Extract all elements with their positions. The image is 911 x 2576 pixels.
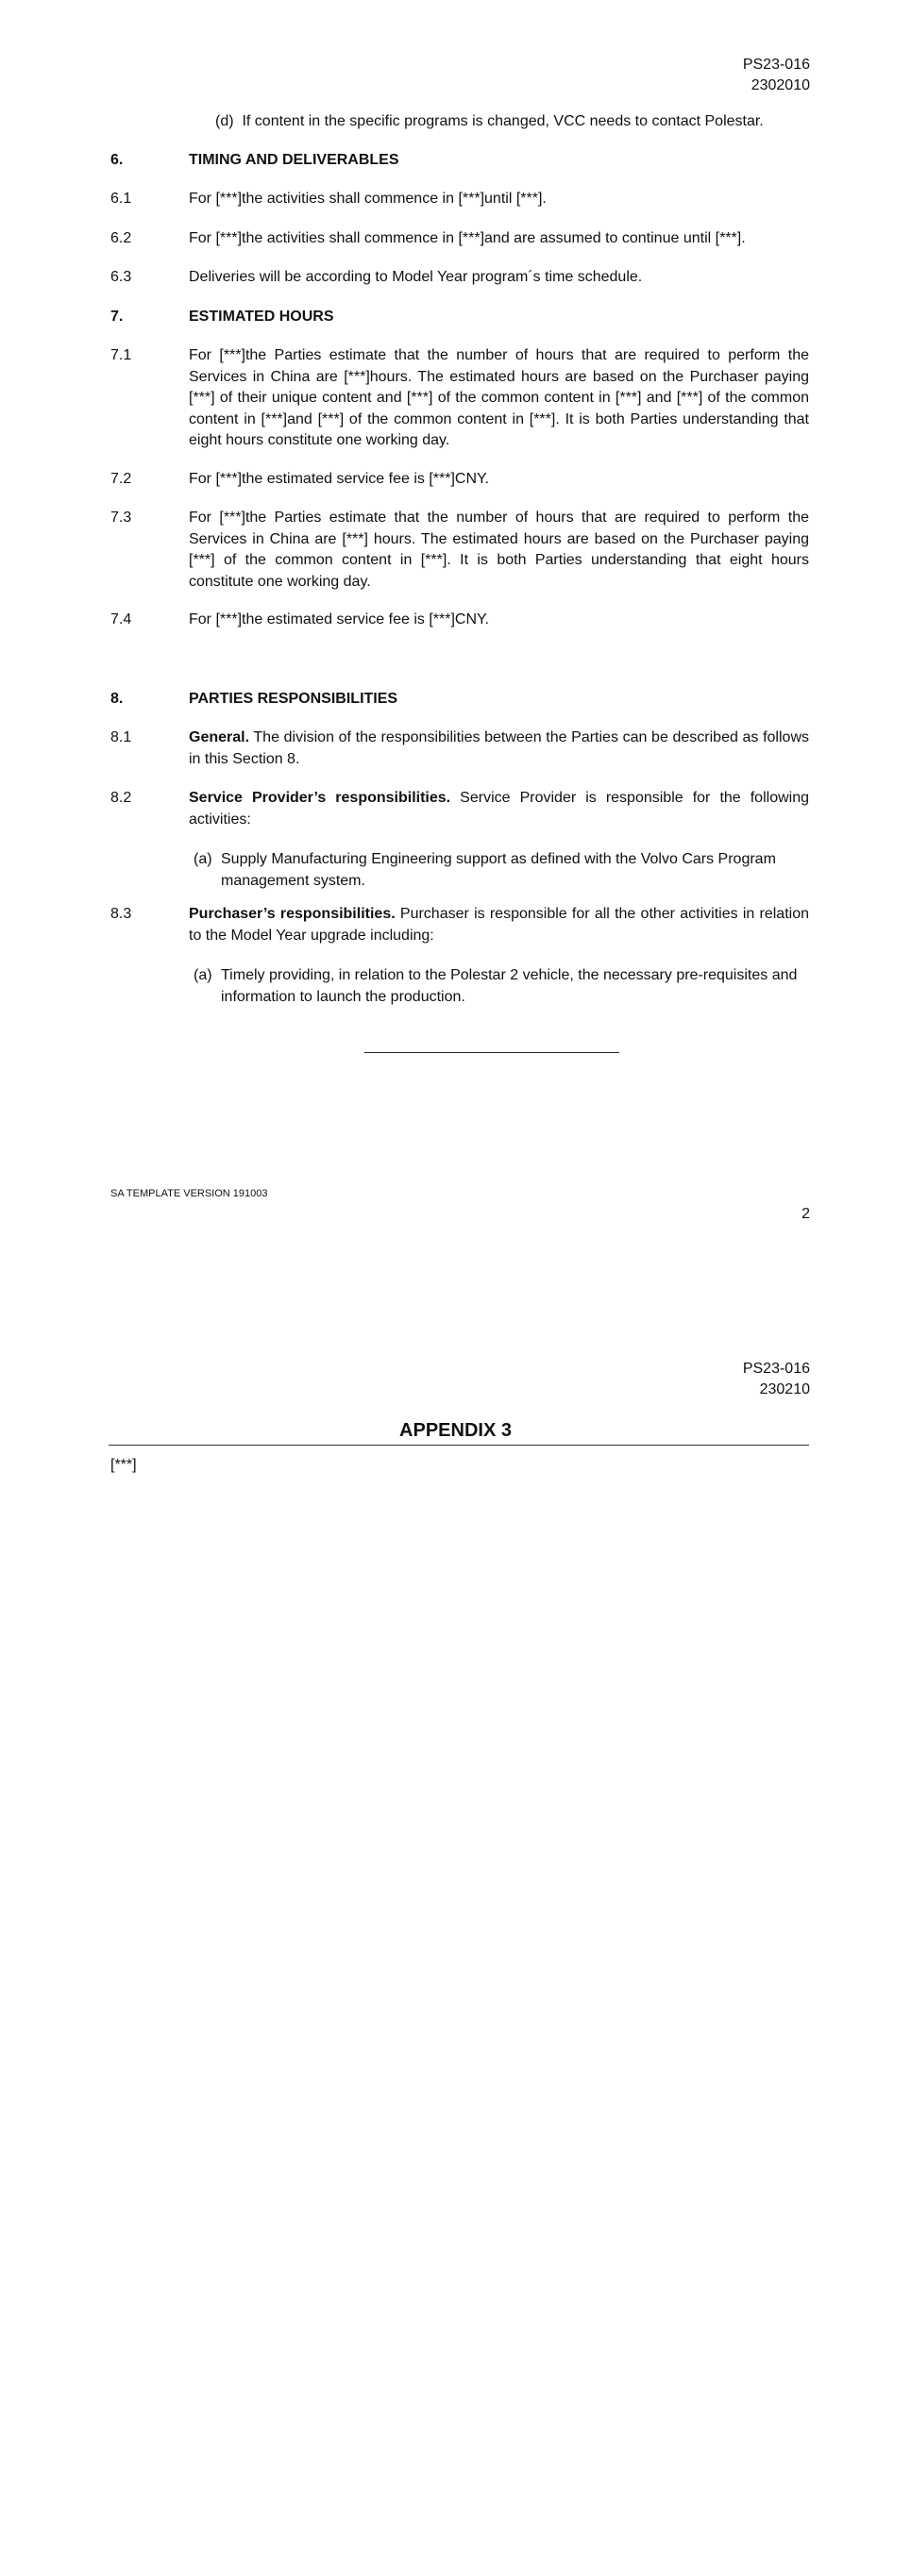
clause-8-3-lead: Purchaser’s responsibilities. <box>189 906 396 922</box>
document-reference <box>743 1359 810 1400</box>
clause-6-1-number: 6.1 <box>110 191 132 207</box>
clause-7-2-text: For [***]the estimated service fee is [***]CNY. <box>189 471 490 487</box>
clause-6-1-text: For [***]the activities shall commence in [***]until [***]. <box>189 191 547 207</box>
appendix-title: APPENDIX 3 <box>399 1420 512 1441</box>
clause-6-3-text: Deliveries will be according to Model Year program´s time schedule. <box>189 269 643 285</box>
clause-8-1-number: 8.1 <box>110 729 132 745</box>
clause-8-1-body: The division of the responsibilities between the Parties can be described as follows in this Section 8. <box>189 729 809 767</box>
section-7-number: 7. <box>110 309 124 325</box>
appendix-divider <box>109 1445 809 1446</box>
clause-8-2-number: 8.2 <box>110 790 132 806</box>
clause-8-1-text <box>189 728 809 770</box>
item-d-label: (d) <box>215 113 234 129</box>
clause-7-4-number: 7.4 <box>110 611 132 627</box>
section-8-number: 8. <box>110 691 124 707</box>
clause-6-3-number: 6.3 <box>110 269 132 285</box>
clause-8-2-text <box>189 788 809 830</box>
clause-7-4-text: For [***]the estimated service fee is [***]CNY. <box>189 611 490 627</box>
clause-8-1-lead: General. <box>189 729 250 745</box>
document-ref-number: PS23-016 <box>742 1361 810 1377</box>
clause-8-2-a-label: (a) <box>194 851 212 867</box>
clause-7-1-number: 7.1 <box>110 347 132 363</box>
document-page-2 <box>0 1312 911 2576</box>
template-version: SA TEMPLATE VERSION 191003 <box>110 1188 268 1199</box>
clause-8-2-a-text: Supply Manufacturing Engineering support as defined with the Volvo Cars Program management system. <box>221 851 776 889</box>
document-page-1 <box>0 0 911 1236</box>
item-d <box>215 111 764 133</box>
item-d-text: If content in the specific programs is changed, VCC needs to contact Polestar. <box>242 113 764 129</box>
clause-8-3-text <box>189 904 809 946</box>
clause-8-3-number: 8.3 <box>110 906 132 922</box>
clause-8-3-a-text: Timely providing, in relation to the Polestar 2 vehicle, the necessary pre-requisites and information to launch the production. <box>221 967 798 1005</box>
clause-8-2-body: Service Provider is responsible for the following activities: <box>189 790 809 828</box>
clause-6-2-text: For [***]the activities shall commence in [***]and are assumed to continue until [***]. <box>189 230 746 246</box>
page-number: 2 <box>801 1206 810 1222</box>
section-6-title: TIMING AND DELIVERABLES <box>189 152 399 168</box>
clause-7-2-number: 7.2 <box>110 471 132 487</box>
clause-6-2-number: 6.2 <box>110 230 132 246</box>
section-8-title: PARTIES RESPONSIBILITIES <box>189 691 398 707</box>
clause-7-3-number: 7.3 <box>110 510 132 526</box>
clause-8-2-lead: Service Provider’s responsibilities. <box>189 790 451 806</box>
clause-8-3-body: Purchaser is responsible for all the other activities in relation to the Model Year upgrade including: <box>189 906 809 944</box>
document-reference <box>743 55 810 96</box>
document-ref-date: 230210 <box>759 1381 810 1397</box>
section-7-title: ESTIMATED HOURS <box>189 309 334 325</box>
appendix-body: [***] <box>110 1457 137 1473</box>
document-ref-number: PS23-016 <box>742 57 810 73</box>
document-ref-date: 2302010 <box>751 77 810 93</box>
signature-divider <box>364 1052 619 1053</box>
clause-8-3-a-label: (a) <box>194 967 212 983</box>
section-6-number: 6. <box>110 152 124 168</box>
clause-7-3-text: For [***]the Parties estimate that the number of hours that are required to perform the Services in China are [***] hours. The estimated hours are based on the Purchaser paying [***] of the common content in [***]. It is both Parties understanding that eight hours constitute one working day. <box>189 510 809 590</box>
clause-7-1-text: For [***]the Parties estimate that the number of hours that are required to perform the Services in China are [***]hours. The estimated hours are based on the Purchaser paying [***] of their unique content and [***] of the common content in [***] and [***] of the common content in [***]and [***] of the common content in [***]. It is both Parties understanding that eight hours constitute one working day. <box>189 347 809 448</box>
